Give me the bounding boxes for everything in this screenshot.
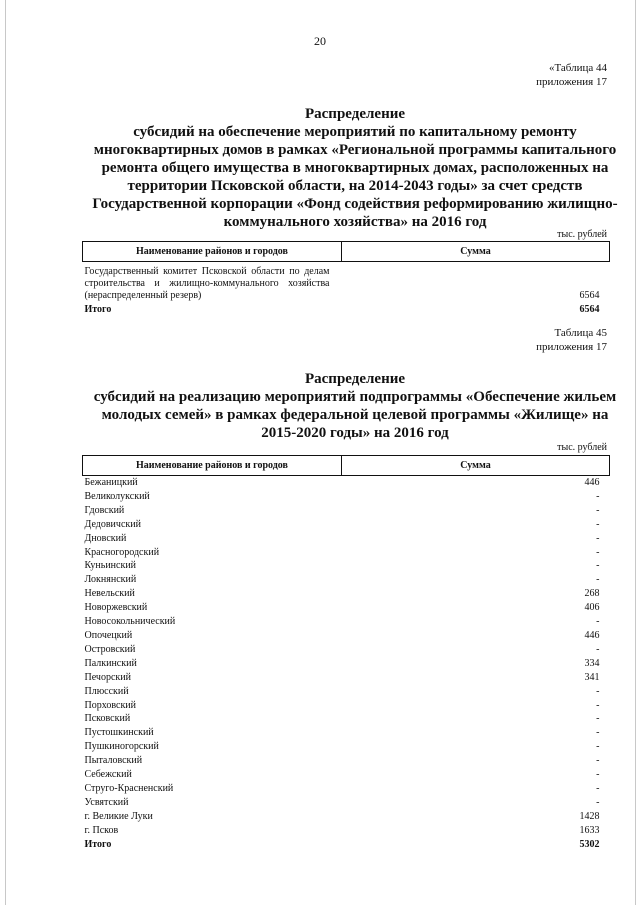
table-row: [83, 490, 610, 504]
table45-row-name: Палкинский: [84, 657, 137, 669]
table45-row-value: -: [596, 713, 600, 725]
table44: [82, 241, 610, 316]
table45-row-value: -: [596, 685, 600, 697]
table45-body: [83, 476, 610, 852]
page-number: 20: [314, 34, 326, 48]
table45-row-name: Себежский: [84, 769, 132, 781]
table45-row-value: -: [596, 699, 600, 711]
table44-units: тыс. рублей: [557, 229, 607, 240]
table45-title: [60, 370, 640, 442]
table44-row-value: 6564: [579, 290, 600, 301]
table45-units: тыс. рублей: [557, 442, 607, 453]
table45-row-name: Печорский: [84, 671, 131, 683]
table-row: [83, 629, 610, 643]
table45-row-name: Новоржевский: [84, 602, 148, 614]
table44-reference: [536, 61, 607, 89]
table45-row-name: Плюсский: [84, 685, 129, 697]
table-row: [83, 615, 610, 629]
table45-header-name: Наименование районов и городов: [83, 456, 342, 476]
table45-total-row: [83, 838, 610, 852]
table45-row-value: -: [596, 769, 600, 781]
table44-ref-line1: «Таблица 44: [548, 62, 607, 74]
table45-title-line: Распределение: [304, 371, 406, 387]
table-row: [83, 657, 610, 671]
table45-row-name: Дновский: [84, 532, 127, 544]
table-row: [83, 824, 610, 838]
table45-row-value: 446: [584, 629, 600, 641]
table45-row-name: Островский: [84, 643, 136, 655]
table45-row-value: 1428: [579, 810, 600, 822]
table45-row-name: Красногородский: [84, 546, 160, 558]
table-row: [83, 559, 610, 573]
table45-row-value: -: [596, 782, 600, 794]
table45-title-line: 2015-2020 годы» на 2016 год: [261, 425, 449, 441]
table45-row-value: -: [596, 518, 600, 530]
table-row: [83, 671, 610, 685]
table45-row-name: Новосокольнический: [84, 616, 176, 628]
table45-reference: [536, 326, 607, 354]
table45-row-name: Псковский: [84, 713, 131, 725]
table44-total-label: Итого: [84, 304, 112, 315]
table-row: [83, 768, 610, 782]
table-row: [83, 573, 610, 587]
table45-row-value: -: [596, 796, 600, 808]
table45-row-name: Локнянский: [84, 574, 137, 586]
table-row: [83, 262, 610, 303]
table-row: [83, 643, 610, 657]
table45-row-value: 341: [584, 671, 600, 683]
table45-header-sum: Сумма: [342, 456, 610, 476]
table-row: [83, 754, 610, 768]
table-row: [83, 712, 610, 726]
table44-title: [60, 105, 640, 231]
table-row: [83, 810, 610, 824]
table45-ref-line2: приложения 17: [536, 341, 607, 353]
table45-row-name: Великолукский: [84, 490, 150, 502]
table45-row-name: Пустошкинский: [84, 727, 154, 739]
table-row: [83, 504, 610, 518]
table-row: [83, 685, 610, 699]
table-row: [83, 532, 610, 546]
table45-row-value: -: [596, 546, 600, 558]
table44-header-sum: Сумма: [342, 242, 610, 262]
table-row: [83, 601, 610, 615]
table45-total-value: 5302: [579, 838, 600, 850]
table45-row-value: 406: [584, 602, 600, 614]
table45-row-value: -: [596, 504, 600, 516]
table-row: [83, 518, 610, 532]
table45: [82, 455, 610, 851]
table45-row-value: -: [596, 616, 600, 628]
table45-row-value: -: [596, 755, 600, 767]
table45-row-value: 1633: [579, 824, 600, 836]
page-edge-left: [5, 0, 6, 905]
table44-total-value: 6564: [579, 304, 600, 315]
table44-title-line: субсидий на обеспечение мероприятий по капитальному ремонту: [133, 124, 577, 140]
table45-row-value: -: [596, 574, 600, 586]
table45-row-value: 268: [584, 588, 600, 600]
table-row: [83, 546, 610, 560]
table45-row-value: -: [596, 727, 600, 739]
table44-title-line: Государственной корпорации «Фонд содействия реформированию жилищно-: [92, 196, 618, 212]
table-row: [83, 740, 610, 754]
table45-row-value: 334: [584, 657, 600, 669]
table45-row-name: Дедовичский: [84, 518, 141, 530]
table45-row-value: -: [596, 741, 600, 753]
table45-title-line: субсидий на реализацию мероприятий подпрограммы «Обеспечение жильем: [93, 389, 617, 405]
table45-header-row: [83, 456, 610, 476]
table44-title-line: коммунального хозяйства» на 2016 год: [223, 214, 487, 230]
table-row: [83, 476, 610, 490]
table45-row-name: Опочецкий: [84, 629, 133, 641]
table-row: [83, 726, 610, 740]
table44-header-row: [83, 242, 610, 262]
table45-row-name: Куньинский: [84, 560, 137, 572]
table44-header-name: Наименование районов и городов: [83, 242, 342, 262]
table45-row-name: г. Псков: [84, 824, 119, 836]
table-row: [83, 782, 610, 796]
table45-row-value: 446: [584, 477, 600, 488]
table44-title-line: Распределение: [304, 106, 406, 122]
table45-row-name: Бежаницкий: [84, 477, 138, 488]
table45-title-line: молодых семей» в рамках федеральной целевой программы «Жилище» на: [101, 407, 609, 423]
table45-row-name: Усвятский: [84, 796, 129, 808]
table-row: [83, 796, 610, 810]
table-row: [83, 699, 610, 713]
table45-row-name: Гдовский: [84, 504, 125, 516]
table45-row-name: Порховский: [84, 699, 137, 711]
table45-ref-line1: Таблица 45: [554, 327, 607, 339]
table44-ref-line2: приложения 17: [536, 76, 607, 88]
table45-row-value: -: [596, 560, 600, 572]
table45-row-name: Пушкиногорский: [84, 741, 159, 753]
table44-row-name: Государственный комитет Псковской области по делам строительства и жилищно-коммунального хозяйства (нераспределенный резерв): [84, 266, 330, 301]
table45-total-label: Итого: [84, 838, 112, 850]
table-row: [83, 587, 610, 601]
table45-row-name: Пыталовский: [84, 755, 143, 767]
table45-row-name: г. Великие Луки: [84, 810, 153, 822]
table45-row-value: -: [596, 643, 600, 655]
table45-row-name: Невельский: [84, 588, 135, 600]
table44-total-row: [83, 302, 610, 316]
table44-title-line: многоквартирных домов в рамках «Региональной программы капитального: [93, 142, 617, 158]
table45-row-value: -: [596, 490, 600, 502]
table44-title-line: территории Псковской области, на 2014-2043 годы» за счет средств: [127, 178, 583, 194]
table45-row-name: Струго-Красненский: [84, 782, 174, 794]
table45-row-value: -: [596, 532, 600, 544]
table44-title-line: ремонта общего имущества в многоквартирных домах, расположенных на: [101, 160, 609, 176]
